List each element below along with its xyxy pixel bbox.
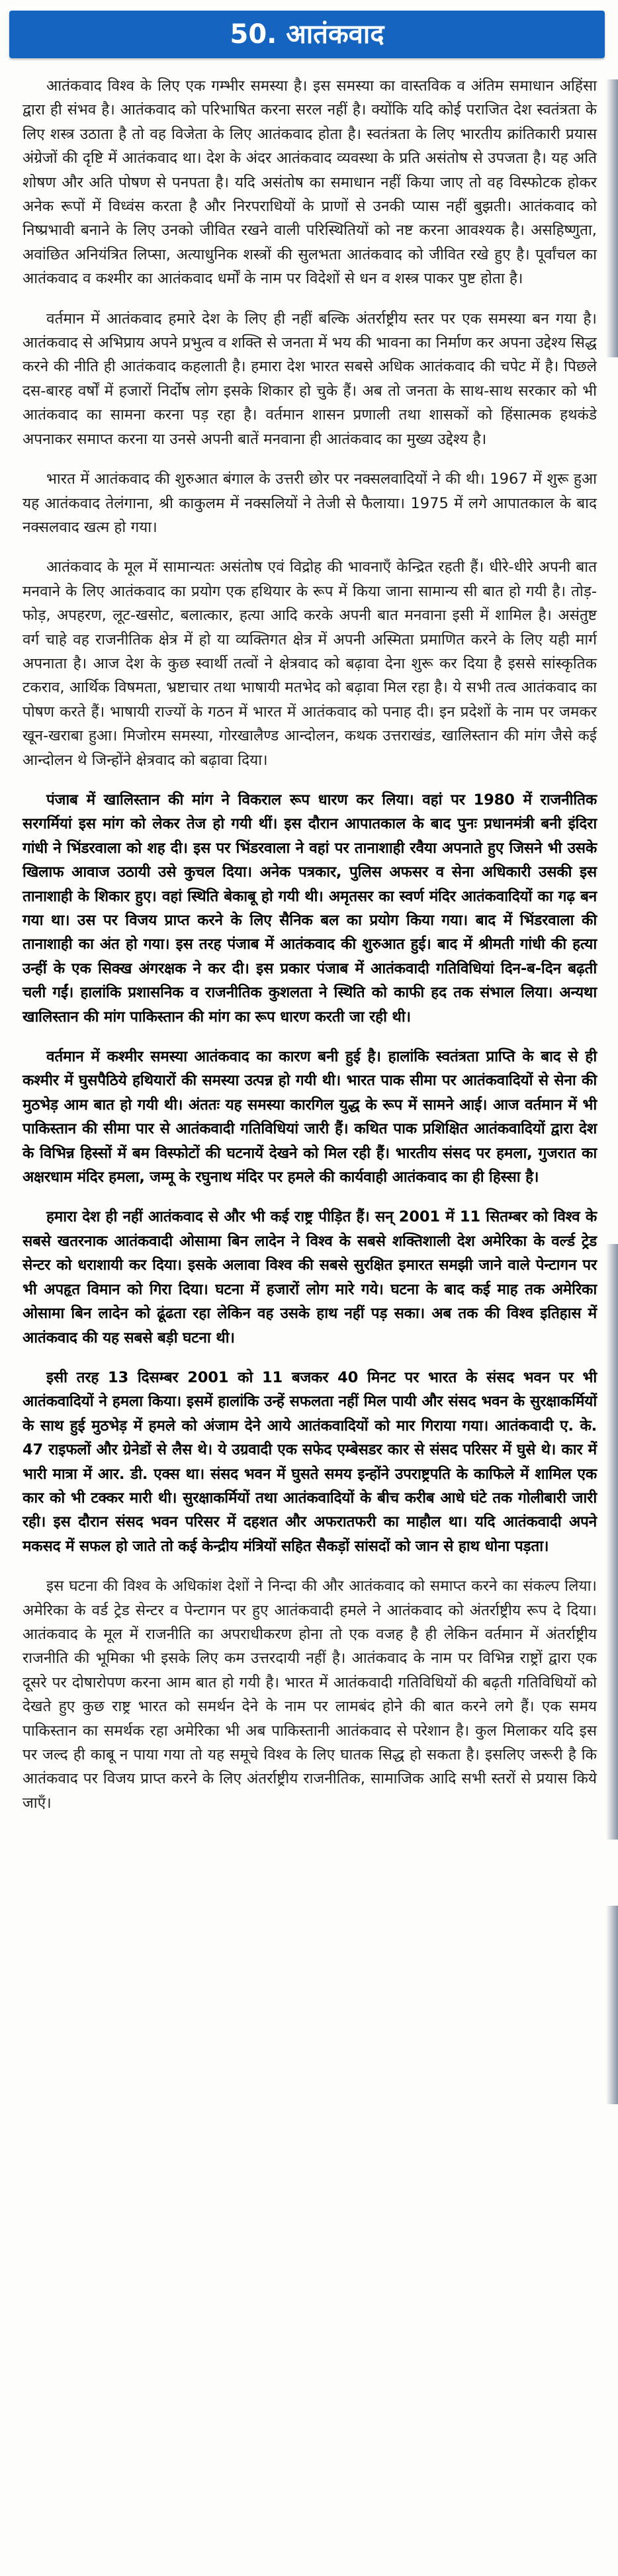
scan-shadow-edge <box>606 1244 618 1840</box>
paragraph-7: हमारा देश ही नहीं आतंकवाद से और भी कई राष्ट्र पीड़ित हैं। सन् 2001 में 11 सितम्बर को विश्व के सबसे खतरनाक आतंकवादी ओसामा बिन लादेन ने विश्व के सबसे शक्तिशाली देश अमेरिका के वर्ल्ड ट्रेड सेन्टर को धराशायी कर दिया। इसके अलावा विश्व की सबसे सुरक्षित इमारत समझी जाने वाले पेन्टागन पर भी अपहृत विमान को गिरा दिया। घटना में हजारों लोग मारे गये। घटना के बाद कई माह तक अमेरिका ओसामा बिन लादेन को ढूंढता रहा लेकिन वह उसके हाथ नहीं पड़ सका। अब तक की विश्व इतिहास में आतंकवाद की यह सबसे बड़ी घटना थी। <box>22 1208 597 1347</box>
essay-title: 50. आतंकवाद <box>230 19 384 50</box>
essay-body <box>22 74 597 1831</box>
paragraph-6: वर्तमान में कश्मीर समस्या आतंकवाद का कारण बनी हुई है। हालांकि स्वतंत्रता प्राप्ति के बाद से ही कश्मीर में घुसपैठिये हथियारों की समस्या उत्पन्न हो गयी थी। भारत पाक सीमा पर आतंकवादियों से सेना की मुठभेड़ आम बात हो गयी थी। अंततः यह समस्या कारगिल युद्ध के रूप में सामने आई। आज वर्तमान में भी पाकिस्तान की सीमा पार से आतंकवादी गतिविधियां जारी हैं। कथित पाक प्रशिक्षित आतंकवादियों द्वारा देश के विभिन्न हिस्सों में बम विस्फोटों की घटनायें देखने को मिल रही हैं। भारतीय संसद पर हमला, गुजरात का अक्षरधाम मंदिर हमला, जम्मू के रघुनाथ मंदिर पर हमले की कार्यवाही आतंकवाद का ही हिस्सा है। <box>22 1048 597 1186</box>
paragraph-2: वर्तमान में आतंकवाद हमारे देश के लिए ही नहीं बल्कि अंतर्राष्ट्रीय स्तर पर एक समस्या बन गया है। आतंकवाद से अभिप्राय अपने प्रभुत्व व शक्ति से जनता में भय की भावना का निर्माण कर अपना उद्देश्य सिद्ध करने की नीति ही आतंकवाद कहलाती है। हमारा देश भारत सबसे अधिक आतंकवाद की चपेट में है। पिछले दस-बारह वर्षों में हजारों निर्दोष लोग इसके शिकार हो चुके हैं। अब तो जनता के साथ-साथ सरकार को भी आतंकवाद का सामना करना पड़ रहा है। वर्तमान शासन प्रणाली तथा शासकों को हिंसात्मक हथकंडे अपनाकर समाप्त करना या उनसे अपनी बातें मनवाना ही आतंकवाद का मुख्य उद्देश्य है। <box>22 310 597 448</box>
scan-shadow-edge <box>606 1906 618 2104</box>
paragraph-1: आतंकवाद विश्व के लिए एक गम्भीर समस्या है। इस समस्या का वास्तविक व अंतिम समाधान अहिंसा द्वारा ही संभव है। आतंकवाद को परिभाषित करना सरल नहीं है। क्योंकि यदि कोई पराजित देश स्वतंत्रता के लिए शस्त्र उठाता है तो वह विजेता के लिए आतंकवाद होता है। स्वतंत्रता के लिए भारतीय क्रांतिकारी प्रयास अंग्रेजों की दृष्टि में आतंकवाद था। देश के अंदर आतंकवाद व्यवस्था के प्रति असंतोष से उपजता है। यह अति शोषण और अति पोषण से पनपता है। यदि असंतोष का समाधान नहीं किया जाए तो वह विस्फोटक होकर अनेक रूपों में विध्वंस करता है और निरपराधियों के प्राणों से उनकी प्यास नहीं बुझती। आतंकवाद को निष्प्रभावी बनाने के लिए उनको जीवित रखने वाली परिस्थितियों को नष्ट करना आवश्यक है। असहिष्णुता, अवांछित अनियंत्रित लिप्सा, अत्याधुनिक शस्त्रों की सुलभता आतंकवाद को जीवित रखे हुए है। पूर्वांचल का आतंकवाद व कश्मीर का आतंकवाद धर्मों के नाम पर विदेशों से धन व शस्त्र पाकर पुष्ट होता है। <box>22 77 597 288</box>
paragraph-5: पंजाब में खालिस्तान की मांग ने विकराल रूप धारण कर लिया। वहां पर 1980 में राजनीतिक सरगर्मियां इस मांग को लेकर तेज हो गयी थीं। इस दौरान आपातकाल के बाद पुनः प्रधानमंत्री बनी इंदिरा गांधी ने भिंडरवाला को शह दी। इस पर भिंडरवाला ने वहां पर तानाशाही रवैया अपनाते हुए जिसने भी उसके खिलाफ आवाज उठायी उसे कुचल दिया। अनेक पत्रकार, पुलिस अफसर व सेना अधिकारी उसकी इस तानाशाही के शिकार हुए। वहां स्थिति बेकाबू हो गयी थी। अमृतसर का स्वर्ण मंदिर आतंकवादियों का गढ़ बन गया था। उस पर विजय प्राप्त करने के लिए सैनिक बल का प्रयोग किया गया। बाद में भिंडरवाला की तानाशाही का अंत हो गया। इस तरह पंजाब में आतंकवाद की शुरुआत हुई। बाद में श्रीमती गांधी की हत्या उन्हीं के एक सिक्ख अंगरक्षक ने कर दी। इस प्रकार पंजाब में आतंकवादी गतिविधियां दिन-ब-दिन बढ़ती चली गईं। हालांकि प्रशासनिक व राजनीतिक कुशलता ने स्थिति को काफी हद तक संभाल लिया। अन्यथा खालिस्तान की मांग पाकिस्तान की मांग का रूप धारण करती जा रही थी। <box>22 791 597 1026</box>
paragraph-8: इसी तरह 13 दिसम्बर 2001 को 11 बजकर 40 मिनट पर भारत के संसद भवन पर भी आतंकवादियों ने हमला किया। इसमें हालांकि उन्हें सफलता नहीं मिल पायी और संसद भवन के सुरक्षाकर्मियों के साथ हुई मुठभेड़ में हमले को अंजाम देने आये आतंकवादियों को मार गिराया गया। आतंकवादी ए. के. 47 राइफलों और ग्रेनेडों से लैस थे। ये उग्रवादी एक सफेद एम्बेसडर कार से संसद परिसर में घुसे थे। कार में भारी मात्रा में आर. डी. एक्स था। संसद भवन में घुसते समय इन्होंने उपराष्ट्रपति के काफिले में शामिल एक कार को भी टक्कर मारी थी। सुरक्षाकर्मियों तथा आतंकवादियों के बीच करीब आधे घंटे तक गोलीबारी जारी रही। इस दौरान संसद भवन परिसर में दहशत और अफरातफरी का माहौल था। यदि आतंकवादी अपने मकसद में सफल हो जाते तो कई केन्द्रीय मंत्रियों सहित सैकड़ों सांसदों को जान से हाथ धोना पड़ता। <box>22 1368 597 1555</box>
scan-shadow-edge <box>606 79 618 357</box>
paragraph-9: इस घटना की विश्व के अधिकांश देशों ने निन्दा की और आतंकवाद को समाप्त करने का संकल्प लिया। अमेरिका के वर्ड ट्रेड सेन्टर व पेन्टागन पर हुए आतंकवादी हमले ने आतंकवाद को अंतर्राष्ट्रीय रूप दे दिया। आतंकवाद के मूल में राजनीति का अपराधीकरण होना तो एक वजह है ही लेकिन वर्तमान में अंतर्राष्ट्रीय राजनीति की भूमिका भी इसके लिए कम उत्तरदायी नहीं है। आतंकवाद के नाम पर विभिन्न राष्ट्रों द्वारा एक दूसरे पर दोषारोपण करना आम बात हो गयी है। भारत में आतंकवादी गतिविधियों की बढ़ती गतिविधियों को देखते हुए कुछ राष्ट्र भारत को समर्थन देने के नाम पर लामबंद होने की बात करने लगे हैं। एक समय पाकिस्तान का समर्थक रहा अमेरिका भी अब पाकिस्तानी आतंकवाद से परेशान है। कुल मिलाकर यदि इस पर जल्द ही काबू न पाया गया तो यह समूचे विश्व के लिए घातक सिद्ध हो सकता है। इसलिए जरूरी है कि आतंकवाद पर विजय प्राप्त करने के लिए अंतर्राष्ट्रीय राजनीतिक, सामाजिक आदि सभी स्तरों से प्रयास किये जाएँ। <box>22 1577 597 1812</box>
paragraph-4: आतंकवाद के मूल में सामान्यतः असंतोष एवं विद्रोह की भावनाएँ केन्द्रित रहती हैं। धीरे-धीरे अपनी बात मनवाने के लिए आतंकवाद का प्रयोग एक हथियार के रूप में किया जाना सामान्य सी बात हो गयी है। तोड़-फोड़, अपहरण, लूट-खसोट, बलात्कार, हत्या आदि करके अपनी बात मनवाना इसी में शामिल है। असंतुष्ट वर्ग चाहे वह राजनीतिक क्षेत्र में हो या व्यक्तिगत क्षेत्र में अपनी अस्मिता प्रमाणित करने के लिए यही मार्ग अपनाता है। आज देश के कुछ स्वार्थी तत्वों ने क्षेत्रवाद को बढ़ावा देना शुरू कर दिया है इससे सांस्कृतिक टकराव, आर्थिक विषमता, भ्रष्टाचार तथा भाषायी मतभेद को बढ़ावा मिल रहा है। ये सभी तत्व आतंकवाद का पोषण करते हैं। भाषायी राज्यों के गठन में भारत में आतंकवाद को पनाह दी। इन प्रदेशों के नाम पर जमकर खून-खराबा हुआ। मिजोरम समस्या, गोरखालैण्ड आन्दोलन, कथक उत्तराखंड, खालिस्तान की मांग जैसे कई आन्दोलन थे जिन्होंने क्षेत्रवाद को बढ़ावा दिया। <box>22 558 597 769</box>
paragraph-3: भारत में आतंकवाद की शुरुआत बंगाल के उत्तरी छोर पर नक्सलवादियों ने की थी। 1967 में शुरू हुआ यह आतंकवाद तेलंगाना, श्री काकुलम में नक्सलियों ने तेजी से फैलाया। 1975 में लगे आपातकाल के बाद नक्सलवाद खत्म हो गया। <box>22 470 597 536</box>
title-banner <box>9 11 605 58</box>
